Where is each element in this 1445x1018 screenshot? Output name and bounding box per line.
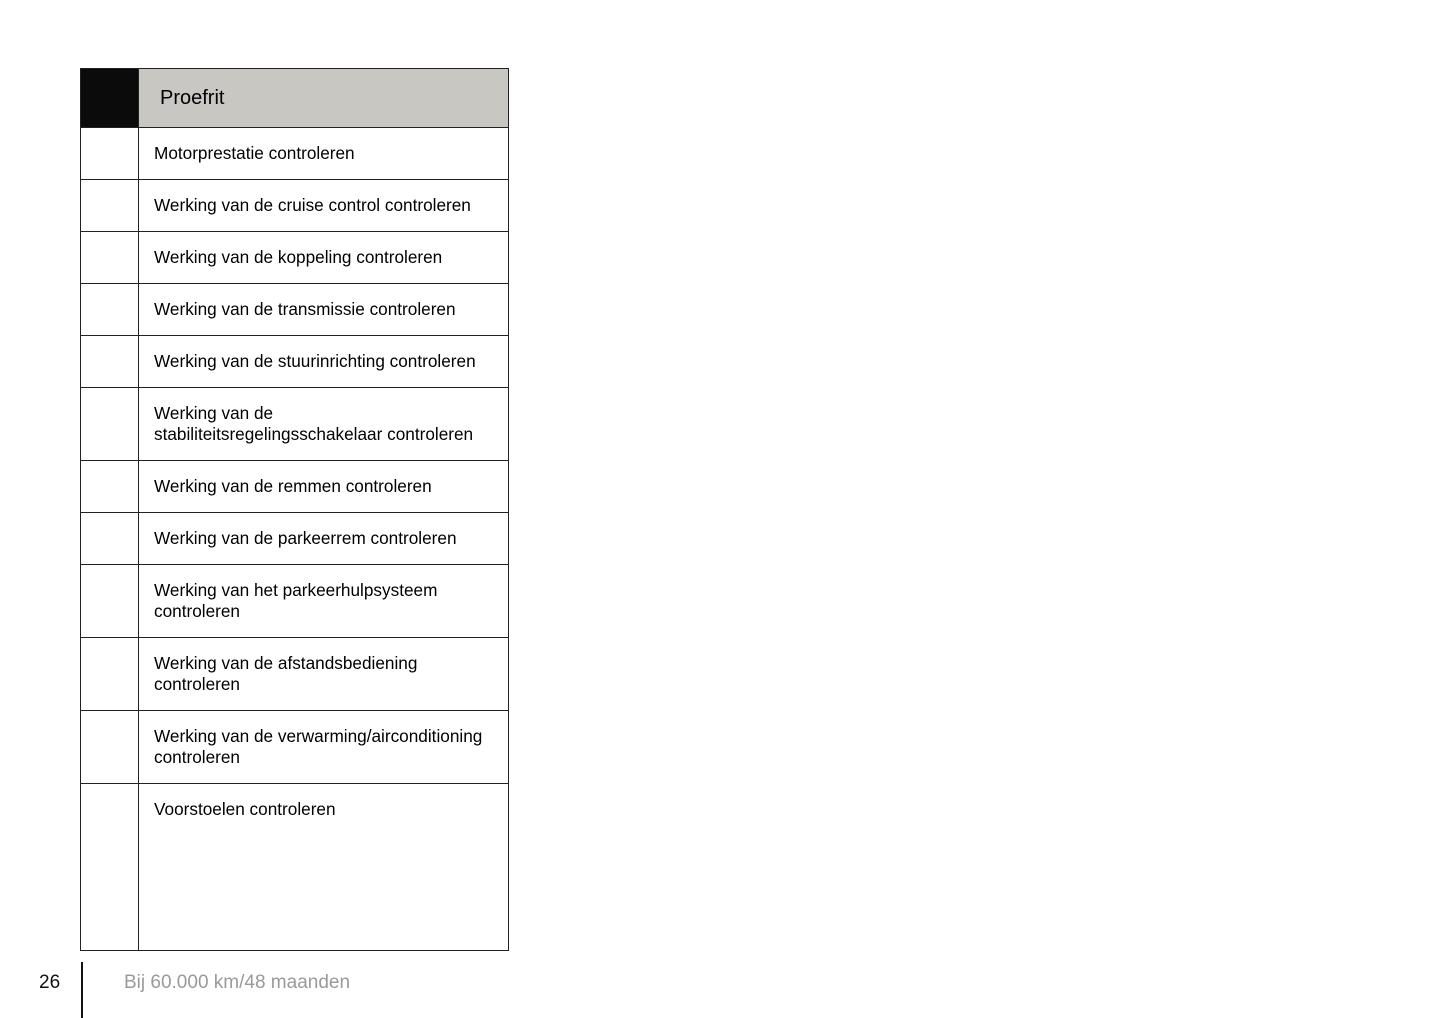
checklist-row <box>81 180 509 232</box>
checklist-row <box>81 232 509 284</box>
checkbox-cell[interactable] <box>81 336 139 388</box>
checklist-item: Werking van de parkeerrem controleren <box>139 513 509 565</box>
checkbox-cell[interactable] <box>81 711 139 784</box>
checklist-item: Voorstoelen controleren <box>139 784 509 951</box>
checklist-item: Werking van de afstandsbediening controleren <box>139 638 509 711</box>
checklist-table <box>80 68 509 951</box>
checklist-row <box>81 128 509 180</box>
checkbox-cell[interactable] <box>81 513 139 565</box>
checklist-item: Motorprestatie controleren <box>139 128 509 180</box>
checkbox-cell[interactable] <box>81 128 139 180</box>
checkbox-cell[interactable] <box>81 461 139 513</box>
checklist-row <box>81 711 509 784</box>
checklist-header-row <box>81 69 509 128</box>
checklist-row <box>81 513 509 565</box>
checklist-item: Werking van de stabiliteitsregelingsschakelaar controleren <box>139 388 509 461</box>
checkbox-cell[interactable] <box>81 784 139 951</box>
checklist-item: Werking van de transmissie controleren <box>139 284 509 336</box>
page-number: 26 <box>39 972 61 993</box>
checklist-row <box>81 638 509 711</box>
checklist-item: Werking van de stuurinrichting controleren <box>139 336 509 388</box>
checklist-row <box>81 336 509 388</box>
checklist-row <box>81 388 509 461</box>
checklist-item: Werking van het parkeerhulpsysteem controleren <box>139 565 509 638</box>
checkbox-cell[interactable] <box>81 284 139 336</box>
checklist-item: Werking van de remmen controleren <box>139 461 509 513</box>
checklist-item: Werking van de koppeling controleren <box>139 232 509 284</box>
header-marker <box>81 69 139 128</box>
checklist-row <box>81 284 509 336</box>
checklist-title: Proefrit <box>139 69 509 128</box>
checkbox-cell[interactable] <box>81 388 139 461</box>
checkbox-cell[interactable] <box>81 180 139 232</box>
checklist-item: Werking van de verwarming/airconditioning controleren <box>139 711 509 784</box>
checkbox-cell[interactable] <box>81 565 139 638</box>
checklist-row <box>81 565 509 638</box>
checklist-row <box>81 784 509 951</box>
checklist-row <box>81 461 509 513</box>
checklist-item: Werking van de cruise control controleren <box>139 180 509 232</box>
checkbox-cell[interactable] <box>81 638 139 711</box>
checkbox-cell[interactable] <box>81 232 139 284</box>
footer-section-title: Bij 60.000 km/48 maanden <box>124 972 351 993</box>
footer-divider <box>81 962 83 1018</box>
